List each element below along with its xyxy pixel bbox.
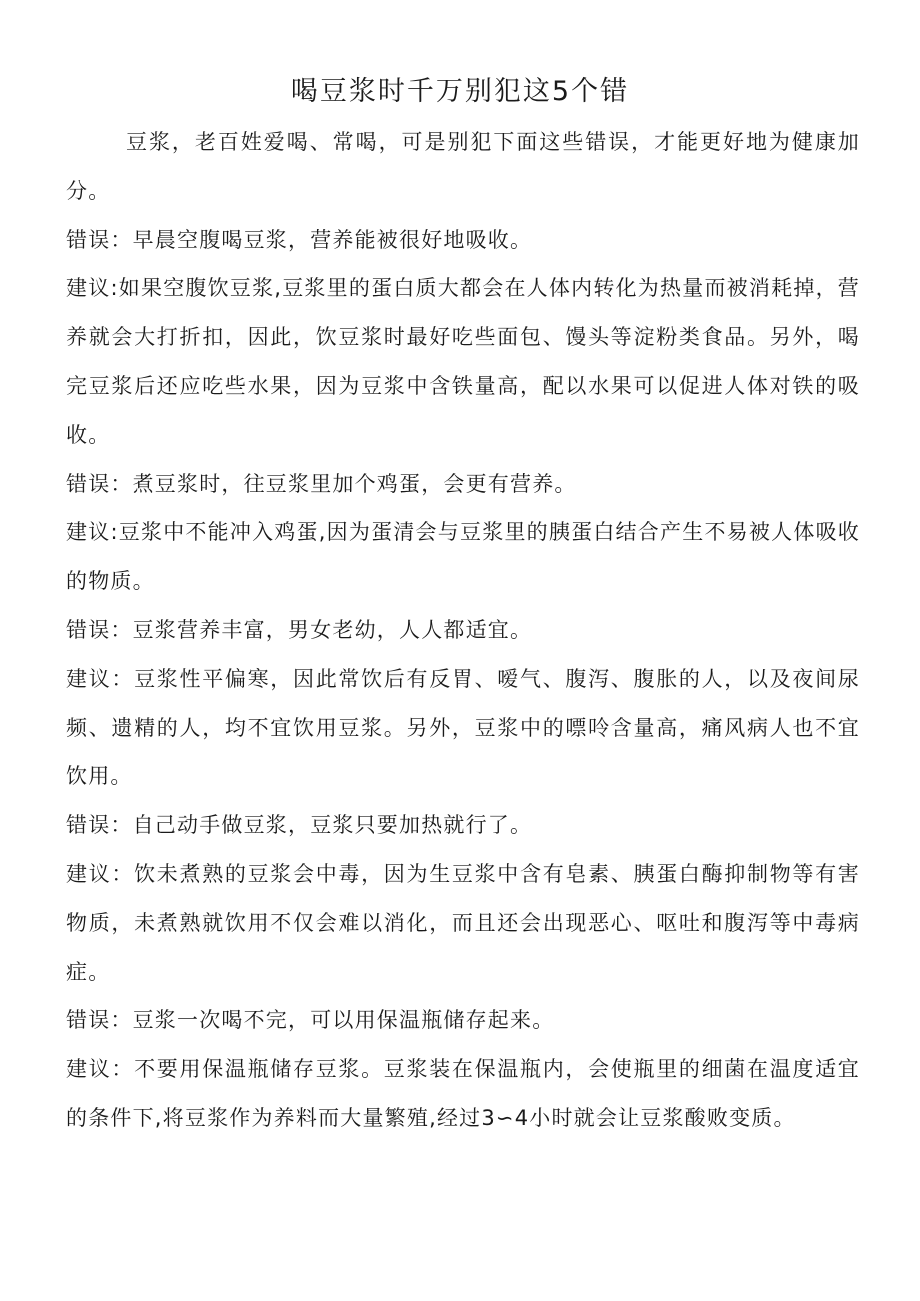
document-title: 喝豆浆时千万别犯这5个错: [290, 76, 630, 107]
intro-paragraph: 豆浆，老百姓爱喝、常喝，可是别犯下面这些错误，才能更好地为健康加分。: [66, 130, 860, 203]
advice-3: 建议：豆浆性平偏寒，因此常饮后有反胃、嗳气、腹泻、腹胀的人，以及夜间尿频、遗精的人，均不宜饮用豆浆。另外，豆浆中的嘌呤含量高，痛风病人也不宜饮用。: [66, 666, 860, 789]
advice-5: 建议：不要用保温瓶储存豆浆。豆浆装在保温瓶内，会使瓶里的细菌在温度适宜的条件下,将豆浆作为养料而大量繁殖,经过3∽4小时就会让豆浆酸败变质。: [66, 1057, 860, 1130]
advice-4: 建议：饮未煮熟的豆浆会中毒，因为生豆浆中含有皂素、胰蛋白酶抑制物等有害物质，未煮熟就饮用不仅会难以消化，而且还会出现恶心、呕吐和腹泻等中毒病症。: [66, 861, 860, 984]
mistake-4: 错误：自己动手做豆浆，豆浆只要加热就行了。: [66, 813, 533, 838]
mistake-1: 错误：早晨空腹喝豆浆，营养能被很好地吸收。: [66, 227, 533, 252]
advice-2: 建议:豆浆中不能冲入鸡蛋,因为蛋清会与豆浆里的胰蛋白结合产生不易被人体吸收的物质。: [66, 520, 860, 594]
mistake-2: 错误：煮豆浆时，往豆浆里加个鸡蛋，会更有营养。: [66, 471, 577, 496]
mistake-3: 错误：豆浆营养丰富，男女老幼，人人都适宜。: [66, 617, 533, 642]
mistake-5: 错误：豆浆一次喝不完，可以用保温瓶储存起来。: [66, 1008, 555, 1033]
advice-1: 建议:如果空腹饮豆浆,豆浆里的蛋白质大都会在人体内转化为热量而被消耗掉，营养就会大打折扣，因此，饮豆浆时最好吃些面包、馒头等淀粉类食品。另外，喝完豆浆后还应吃些水果，因为豆浆中含铁量高，配以水果可以促进人体对铁的吸收。: [66, 276, 860, 447]
document-body: [66, 118, 860, 1143]
